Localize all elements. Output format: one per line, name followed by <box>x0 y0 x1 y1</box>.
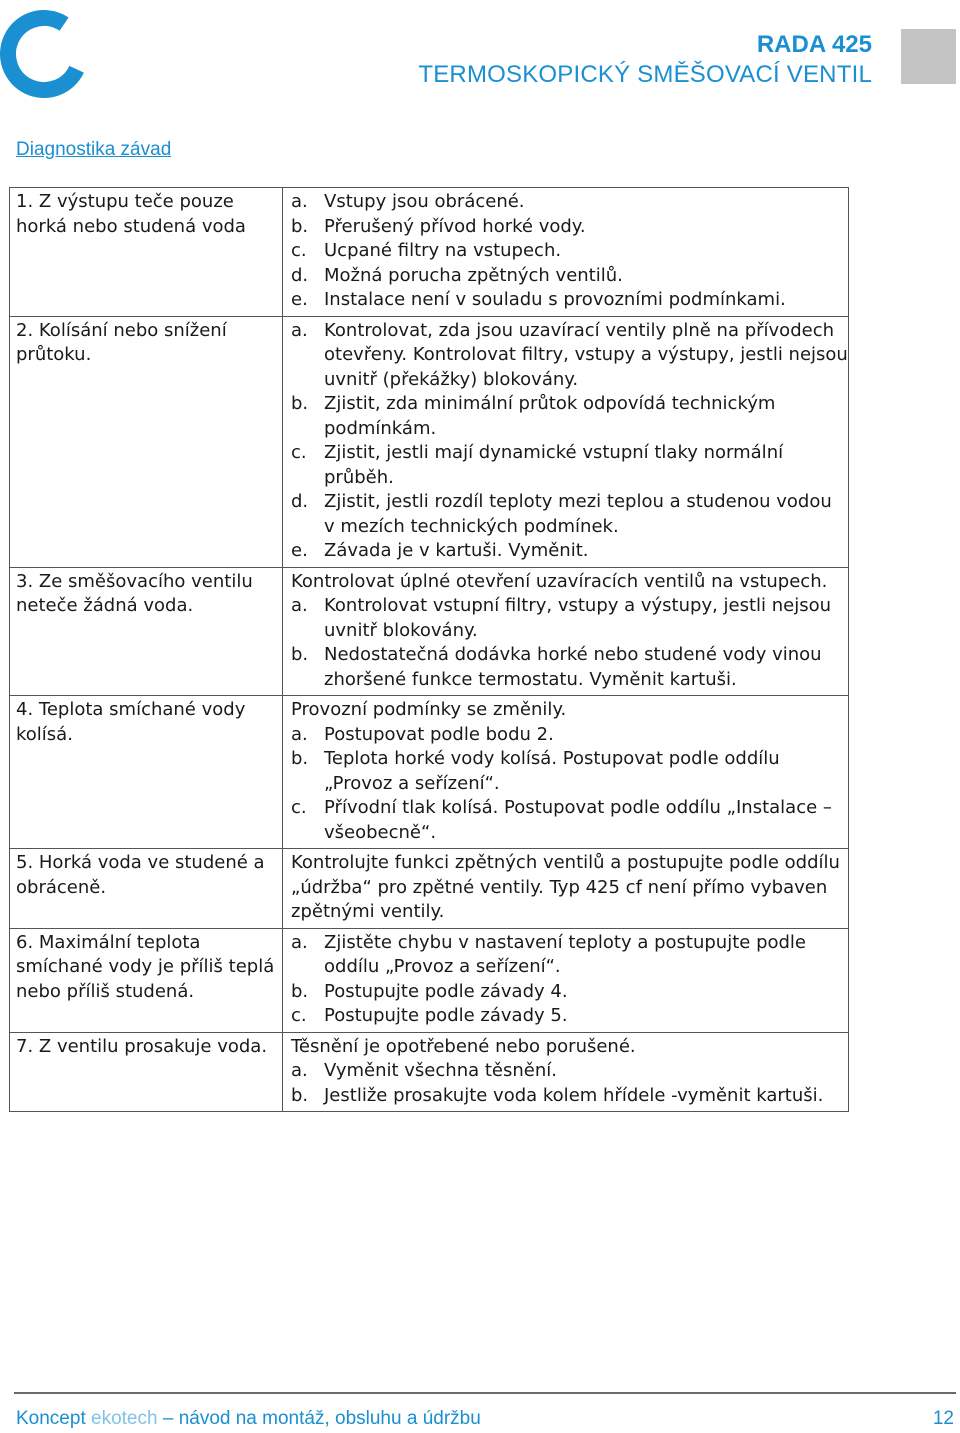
table-row <box>10 188 849 317</box>
solution-item <box>291 1059 848 1084</box>
solution-item-letter: a. <box>291 1060 308 1081</box>
solution-item-letter: a. <box>291 191 308 212</box>
footer-text <box>16 1408 481 1430</box>
solution-intro: Těsnění je opotřebené nebo porušené. <box>291 1035 636 1057</box>
solution-cell <box>283 1032 849 1112</box>
solution-item-text: Teplota horké vody kolísá. Postupovat podle oddílu „Provoz a seřízení“. <box>324 748 780 794</box>
solution-item-letter: c. <box>291 240 307 261</box>
solution-intro: Provozní podmínky se změnily. <box>291 699 567 720</box>
solution-cell <box>283 696 849 849</box>
solution-item-text: Vstupy jsou obrácené. <box>324 191 525 212</box>
problem-cell: 6. Maximální teplota smíchané vody je příliš teplá nebo příliš studená. <box>10 928 283 1032</box>
footer-divider <box>14 1392 956 1394</box>
problem-cell: 2. Kolísání nebo snížení průtoku. <box>10 316 283 567</box>
solution-item-letter: d. <box>291 491 309 512</box>
table-row <box>10 849 849 929</box>
problem-cell: 7. Z ventilu prosakuje voda. <box>10 1032 283 1112</box>
solution-item-letter: b. <box>291 748 309 769</box>
solution-item-text: Jestliže prosakujte voda kolem hřídele -vyměnit kartuši. <box>324 1084 824 1106</box>
solution-item <box>291 723 848 748</box>
solution-item-letter: d. <box>291 264 309 286</box>
solution-item-letter: b. <box>291 215 309 237</box>
solution-item <box>291 239 848 264</box>
solution-item <box>291 264 848 289</box>
solution-item <box>291 288 848 313</box>
solution-item-text: Nedostatečná dodávka horké nebo studené vody vinou zhoršené funkce termostatu. Vyměnit kartuši. <box>324 644 822 690</box>
solution-item-text: Přerušený přívod horké vody. <box>324 215 586 237</box>
solution-item-text: Postupujte podle závady 5. <box>324 1005 568 1026</box>
solution-item-text: Závada je v kartuši. Vyměnit. <box>324 540 589 561</box>
solution-item <box>291 392 848 441</box>
diagnostics-table <box>9 187 849 1112</box>
solution-item-text: Možná porucha zpětných ventilů. <box>324 264 623 286</box>
solution-item <box>291 539 848 564</box>
section-title: Diagnostika závad <box>16 139 172 160</box>
solution-item <box>291 319 848 393</box>
solution-cell <box>283 928 849 1032</box>
document-title-product: TERMOSKOPICKÝ SMĚŠOVACÍ VENTIL <box>418 61 872 88</box>
table-row <box>10 928 849 1032</box>
solution-item-letter: a. <box>291 931 308 953</box>
solution-item <box>291 490 848 539</box>
solution-item-text: Ucpané filtry na vstupech. <box>324 240 562 261</box>
solution-item <box>291 441 848 490</box>
solution-item-letter: a. <box>291 319 308 341</box>
solution-item-text: Zjistit, jestli mají dynamické vstupní tlaky normální průběh. <box>324 442 784 488</box>
solution-item-text: Přívodní tlak kolísá. Postupovat podle oddílu „Instalace – všeobecně“. <box>324 797 832 843</box>
solution-cell <box>283 316 849 567</box>
solution-item-text: Postupovat podle bodu 2. <box>324 723 554 745</box>
solution-item-letter: e. <box>291 289 308 310</box>
problem-cell: 4. Teplota smíchané vody kolísá. <box>10 696 283 849</box>
solution-item-letter: c. <box>291 797 307 818</box>
header-decor-square <box>901 29 956 84</box>
solution-item <box>291 1004 848 1029</box>
table-row <box>10 316 849 567</box>
table-row <box>10 696 849 849</box>
solution-item-text: Instalace není v souladu s provozními podmínkami. <box>324 289 786 310</box>
solution-cell <box>283 188 849 317</box>
company-logo <box>0 0 96 110</box>
solution-item <box>291 643 848 692</box>
solution-item-letter: e. <box>291 540 308 561</box>
solution-intro: Kontrolujte funkci zpětných ventilů a postupujte podle oddílu „údržba“ pro zpětné ventily. Typ 425 cf není přímo vybaven zpětnými ventily. <box>291 852 840 922</box>
table-row <box>10 1032 849 1112</box>
page-number: 12 <box>932 1408 954 1429</box>
footer-brand-ekotech: ekotech <box>91 1408 158 1429</box>
solution-intro: Kontrolovat úplné otevření uzavíracích ventilů na vstupech. <box>291 570 828 592</box>
document-title <box>418 30 872 90</box>
solution-item <box>291 215 848 240</box>
solution-item <box>291 796 848 845</box>
solution-item-text: Zjistěte chybu v nastavení teploty a postupujte podle oddílu „Provoz a seřízení“. <box>324 931 807 977</box>
solution-item-text: Kontrolovat vstupní filtry, vstupy a výstupy, jestli nejsou uvnitř blokovány. <box>324 595 832 641</box>
solution-cell <box>283 849 849 929</box>
document-title-series: RADA 425 <box>756 31 872 58</box>
solution-item-text: Postupujte podle závady 4. <box>324 980 568 1002</box>
solution-item <box>291 747 848 796</box>
solution-item-text: Vyměnit všechna těsnění. <box>324 1060 557 1081</box>
solution-cell <box>283 567 849 696</box>
solution-item-text: Kontrolovat, zda jsou uzavírací ventily plně na přívodech otevřeny. Kontrolovat filtry, vstupy a výstupy, jestli nejsou uvnitř (překážky) blokovány. <box>324 319 848 390</box>
solution-item-letter: c. <box>291 442 307 463</box>
footer-brand-concept: Koncept <box>16 1408 86 1429</box>
solution-item-letter: a. <box>291 723 308 745</box>
solution-item-letter: b. <box>291 1084 309 1106</box>
solution-item-letter: c. <box>291 1005 307 1026</box>
problem-cell: 1. Z výstupu teče pouze horká nebo studená voda <box>10 188 283 317</box>
solution-item <box>291 594 848 643</box>
solution-item <box>291 190 848 215</box>
solution-item <box>291 1084 848 1109</box>
table-row <box>10 567 849 696</box>
problem-cell: 3. Ze směšovacího ventilu neteče žádná voda. <box>10 567 283 696</box>
solution-item-text: Zjistit, jestli rozdíl teploty mezi teplou a studenou vodou v mezích technických podmínek. <box>324 491 832 537</box>
solution-item-letter: b. <box>291 393 309 414</box>
solution-item <box>291 931 848 980</box>
solution-item <box>291 980 848 1005</box>
problem-cell: 5. Horká voda ve studené a obráceně. <box>10 849 283 929</box>
solution-item-letter: b. <box>291 644 309 665</box>
footer-subtitle: – návod na montáž, obsluhu a údržbu <box>162 1408 481 1429</box>
diagnostics-table-body <box>10 188 849 1112</box>
solution-item-letter: b. <box>291 980 309 1002</box>
solution-item-text: Zjistit, zda minimální průtok odpovídá technickým podmínkám. <box>324 393 776 439</box>
solution-item-letter: a. <box>291 595 308 616</box>
